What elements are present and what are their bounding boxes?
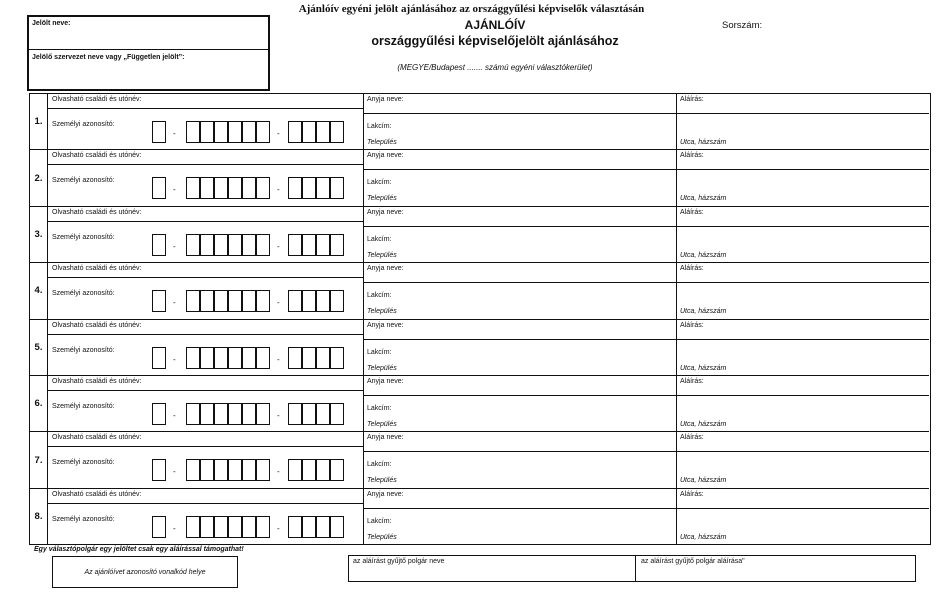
collector-name-label: az aláírást gyűjtő polgár neve: [353, 558, 445, 565]
row-number: 7.: [30, 432, 48, 487]
full-name-label: Olvasható családi és utónév:: [52, 434, 142, 442]
personal-id-digit-box[interactable]: [288, 121, 302, 143]
mother-name-label: Anyja neve:: [367, 434, 404, 442]
id-separator: -: [173, 411, 176, 420]
mother-name-label: Anyja neve:: [367, 265, 404, 273]
personal-id-digit-box[interactable]: [214, 347, 228, 369]
id-separator: -: [277, 298, 280, 308]
signature-label: Aláírás:: [680, 208, 704, 216]
name-underline: [48, 334, 363, 335]
row-number: 5.: [30, 320, 48, 375]
personal-id-digit-box[interactable]: [152, 516, 166, 538]
personal-id-digit-box[interactable]: [186, 403, 200, 425]
settlement-label: Település: [367, 251, 397, 259]
address-field[interactable]: [400, 402, 920, 420]
mother-name-field[interactable]: [410, 489, 670, 507]
row-number: 1.: [30, 94, 48, 149]
personal-id-digit-box[interactable]: [242, 290, 256, 312]
personal-id-label: Személyi azonosító:: [52, 346, 115, 354]
mother-name-field[interactable]: [410, 320, 670, 338]
nominating-org-field[interactable]: [29, 50, 268, 89]
id-separator: -: [173, 523, 176, 533]
settlement-label: Település: [367, 195, 397, 203]
personal-id-digit-box[interactable]: [200, 459, 214, 481]
personal-id-digit-box[interactable]: [316, 177, 330, 199]
personal-id-digit-box[interactable]: [242, 403, 256, 425]
settlement-label: Település: [367, 308, 397, 316]
signature-field[interactable]: [720, 320, 920, 338]
id-separator: -: [277, 411, 280, 420]
name-underline: [48, 277, 363, 278]
full-name-label: Olvasható családi és utónév:: [52, 152, 142, 160]
personal-id-digit-box[interactable]: [316, 516, 330, 538]
personal-id-digit-box[interactable]: [186, 459, 200, 481]
table-row: [30, 94, 929, 150]
row-number: 8.: [30, 489, 48, 545]
personal-id-digit-box[interactable]: [152, 234, 166, 256]
full-name-field[interactable]: [150, 376, 360, 390]
personal-id-digit-box[interactable]: [330, 459, 344, 481]
personal-id-digit-box[interactable]: [288, 290, 302, 312]
personal-id-digit-box[interactable]: [200, 403, 214, 425]
street-label: Utca, házszám: [680, 251, 727, 259]
personal-id-digit-box[interactable]: [256, 290, 270, 312]
candidate-name-label: Jelölt neve:: [32, 20, 71, 27]
name-underline: [48, 221, 363, 222]
signature-field[interactable]: [720, 432, 920, 450]
mother-name-label: Anyja neve:: [367, 208, 404, 216]
mother-name-underline: [363, 169, 929, 170]
address-field[interactable]: [400, 515, 920, 533]
personal-id-digit-box[interactable]: [288, 347, 302, 369]
candidate-name-field[interactable]: [29, 17, 268, 50]
full-name-label: Olvasható családi és utónév:: [52, 96, 142, 103]
mother-name-underline: [363, 282, 929, 283]
barcode-placeholder: Az ajánlóívet azonosító vonalkód helye: [52, 556, 238, 588]
personal-id-digit-box[interactable]: [186, 347, 200, 369]
collector-box: [348, 555, 916, 582]
column-divider: [363, 263, 364, 318]
row-number: 3.: [30, 207, 48, 262]
full-name-field[interactable]: [150, 207, 360, 221]
signature-label: Aláírás:: [680, 152, 704, 160]
signature-field[interactable]: [720, 207, 920, 225]
personal-id-digit-box[interactable]: [256, 403, 270, 425]
signature-field[interactable]: [720, 150, 920, 168]
personal-id-digit-box[interactable]: [330, 177, 344, 199]
name-underline: [48, 503, 363, 504]
personal-id-label: Személyi azonosító:: [52, 403, 115, 410]
name-underline: [48, 108, 363, 109]
personal-id-digit-box[interactable]: [316, 459, 330, 481]
id-separator: -: [277, 129, 280, 138]
personal-id-digit-box[interactable]: [242, 234, 256, 256]
street-label: Utca, házszám: [680, 533, 727, 541]
personal-id-digit-box[interactable]: [256, 459, 270, 481]
mother-name-underline: [363, 451, 929, 452]
id-separator: -: [173, 185, 176, 195]
settlement-label: Település: [367, 364, 397, 372]
personal-id-digit-box[interactable]: [152, 177, 166, 199]
personal-id-digit-box[interactable]: [214, 234, 228, 256]
mother-name-field[interactable]: [410, 376, 670, 394]
name-underline: [48, 446, 363, 447]
id-separator: -: [277, 354, 280, 364]
full-name-field[interactable]: [150, 150, 360, 164]
signature-field[interactable]: [720, 263, 920, 281]
personal-id-label: Személyi azonosító:: [52, 290, 115, 298]
address-field[interactable]: [400, 233, 920, 251]
mother-name-label: Anyja neve:: [367, 321, 404, 329]
personal-id-digit-box[interactable]: [330, 516, 344, 538]
personal-id-digit-box[interactable]: [214, 516, 228, 538]
personal-id-digit-box[interactable]: [242, 516, 256, 538]
personal-id-digit-box[interactable]: [256, 347, 270, 369]
mother-name-field[interactable]: [410, 432, 670, 450]
signature-label: Aláírás:: [680, 265, 704, 273]
table-row: [30, 432, 929, 488]
settlement-label: Település: [367, 533, 397, 541]
personal-id-digit-box[interactable]: [200, 516, 214, 538]
full-name-label: Olvasható családi és utónév:: [52, 265, 142, 273]
personal-id-digit-box[interactable]: [242, 459, 256, 481]
street-label: Utca, házszám: [680, 421, 727, 428]
district-line: (MEGYE/Budapest ....... számú egyéni választókerület): [397, 63, 593, 72]
personal-id-digit-box[interactable]: [256, 234, 270, 256]
mother-name-underline: [363, 339, 929, 340]
personal-id-digit-box[interactable]: [302, 234, 316, 256]
full-name-label: Olvasható családi és utónév:: [52, 321, 142, 329]
address-field[interactable]: [400, 346, 920, 364]
signature-label: Aláírás:: [680, 490, 704, 498]
table-row: [30, 489, 929, 545]
table-row: [30, 207, 929, 263]
mother-name-label: Anyja neve:: [367, 378, 404, 385]
personal-id-digit-box[interactable]: [228, 290, 242, 312]
address-label: Lakcím:: [367, 517, 392, 525]
address-label: Lakcím:: [367, 461, 392, 469]
id-separator: -: [277, 185, 280, 195]
personal-id-digit-box[interactable]: [200, 347, 214, 369]
id-separator: -: [173, 467, 176, 477]
collector-signature-label: az aláírást gyűjtő polgár aláírása": [641, 558, 745, 565]
personal-id-digit-box[interactable]: [316, 121, 330, 143]
address-label: Lakcím:: [367, 348, 392, 356]
nominating-org-label: Jelölő szervezet neve vagy „Független jelölt”:: [32, 54, 185, 61]
recommender-table: [29, 93, 931, 545]
personal-id-digit-box[interactable]: [330, 234, 344, 256]
personal-id-digit-box[interactable]: [186, 290, 200, 312]
personal-id-digit-box[interactable]: [256, 177, 270, 199]
personal-id-digit-box[interactable]: [242, 177, 256, 199]
mother-name-underline: [363, 508, 929, 509]
address-field[interactable]: [400, 289, 920, 307]
personal-id-digit-box[interactable]: [152, 403, 166, 425]
personal-id-digit-box[interactable]: [228, 177, 242, 199]
settlement-label: Település: [367, 421, 397, 428]
personal-id-label: Személyi azonosító:: [52, 177, 115, 185]
personal-id-digit-box[interactable]: [214, 121, 228, 143]
personal-id-digit-box[interactable]: [330, 121, 344, 143]
personal-id-digit-box[interactable]: [200, 121, 214, 143]
personal-id-digit-box[interactable]: [186, 234, 200, 256]
personal-id-digit-box[interactable]: [316, 234, 330, 256]
personal-id-digit-box[interactable]: [228, 403, 242, 425]
personal-id-digit-box[interactable]: [186, 121, 200, 143]
signature-label: Aláírás:: [680, 378, 704, 385]
personal-id-digit-box[interactable]: [200, 290, 214, 312]
collector-name-field[interactable]: [349, 556, 636, 581]
personal-id-digit-box[interactable]: [316, 347, 330, 369]
mother-name-underline: [363, 395, 929, 396]
personal-id-digit-box[interactable]: [302, 177, 316, 199]
row-number: 4.: [30, 263, 48, 318]
street-label: Utca, házszám: [680, 364, 727, 372]
personal-id-digit-box[interactable]: [288, 234, 302, 256]
personal-id-digit-box[interactable]: [302, 459, 316, 481]
settlement-label: Település: [367, 477, 397, 485]
personal-id-digit-box[interactable]: [288, 177, 302, 199]
personal-id-digit-box[interactable]: [242, 347, 256, 369]
personal-id-digit-box[interactable]: [288, 403, 302, 425]
candidate-box: [27, 15, 270, 91]
table-row: [30, 376, 929, 432]
full-name-field[interactable]: [150, 432, 360, 446]
signature-field[interactable]: [720, 376, 920, 394]
name-underline: [48, 164, 363, 165]
personal-id-digit-box[interactable]: [288, 516, 302, 538]
mother-name-field[interactable]: [410, 94, 670, 112]
column-divider: [363, 207, 364, 262]
personal-id-digit-box[interactable]: [228, 121, 242, 143]
row-number: 6.: [30, 376, 48, 431]
table-row: [30, 150, 929, 206]
address-label: Lakcím:: [367, 292, 392, 300]
mother-name-label: Anyja neve:: [367, 96, 404, 103]
column-divider: [363, 94, 364, 149]
signature-label: Aláírás:: [680, 434, 704, 442]
street-label: Utca, házszám: [680, 139, 727, 146]
mother-name-field[interactable]: [410, 263, 670, 281]
address-field[interactable]: [400, 458, 920, 476]
personal-id-label: Személyi azonosító:: [52, 233, 115, 241]
personal-id-digit-box[interactable]: [302, 516, 316, 538]
mother-name-label: Anyja neve:: [367, 152, 404, 160]
personal-id-digit-box[interactable]: [214, 177, 228, 199]
form-top-title: Ajánlóív egyéni jelölt ajánlásához az országgyűlési képviselők választásán: [298, 3, 645, 15]
column-divider: [363, 376, 364, 431]
address-label: Lakcím:: [367, 123, 392, 130]
mother-name-label: Anyja neve:: [367, 490, 404, 498]
id-separator: -: [173, 241, 176, 251]
address-label: Lakcím:: [367, 235, 392, 243]
personal-id-digit-box[interactable]: [228, 459, 242, 481]
personal-id-label: Személyi azonosító:: [52, 121, 115, 128]
full-name-label: Olvasható családi és utónév:: [52, 208, 142, 216]
personal-id-digit-box[interactable]: [228, 234, 242, 256]
personal-id-digit-box[interactable]: [186, 516, 200, 538]
mother-name-underline: [363, 226, 929, 227]
settlement-label: Település: [367, 139, 397, 146]
address-field[interactable]: [400, 176, 920, 194]
signature-label: Aláírás:: [680, 96, 704, 103]
personal-id-digit-box[interactable]: [316, 403, 330, 425]
personal-id-label: Személyi azonosító:: [52, 459, 115, 467]
row-number: 2.: [30, 150, 48, 205]
id-separator: -: [277, 523, 280, 533]
form-subtitle: országgyűlési képviselőjelölt ajánlásához: [371, 34, 619, 48]
personal-id-digit-box[interactable]: [288, 459, 302, 481]
personal-id-digit-box[interactable]: [302, 403, 316, 425]
address-label: Lakcím:: [367, 405, 392, 412]
signature-field[interactable]: [720, 489, 920, 507]
table-row: [30, 320, 929, 376]
personal-id-digit-box[interactable]: [302, 347, 316, 369]
personal-id-label: Személyi azonosító:: [52, 515, 115, 523]
table-row: [30, 263, 929, 319]
single-signature-note: Egy választópolgár egy jelöltet csak egy aláírással támogathat!: [34, 546, 244, 553]
street-label: Utca, házszám: [680, 308, 727, 316]
column-divider: [363, 432, 364, 487]
serial-number-label: Sorszám:: [722, 20, 763, 31]
id-separator: -: [173, 298, 176, 308]
full-name-label: Olvasható családi és utónév:: [52, 378, 142, 385]
personal-id-digit-box[interactable]: [152, 459, 166, 481]
street-label: Utca, házszám: [680, 195, 727, 203]
full-name-field[interactable]: [150, 320, 360, 334]
id-separator: -: [277, 467, 280, 477]
full-name-field[interactable]: [150, 94, 360, 108]
personal-id-digit-box[interactable]: [330, 347, 344, 369]
full-name-field[interactable]: [150, 263, 360, 277]
signature-label: Aláírás:: [680, 321, 704, 329]
mother-name-field[interactable]: [410, 207, 670, 225]
personal-id-digit-box[interactable]: [228, 347, 242, 369]
address-field[interactable]: [400, 120, 920, 138]
personal-id-digit-box[interactable]: [200, 177, 214, 199]
column-divider: [363, 320, 364, 375]
mother-name-field[interactable]: [410, 150, 670, 168]
form-main-title: AJÁNLÓÍV: [464, 18, 526, 32]
personal-id-digit-box[interactable]: [330, 290, 344, 312]
signature-field[interactable]: [720, 94, 920, 112]
personal-id-digit-box[interactable]: [242, 121, 256, 143]
street-label: Utca, házszám: [680, 477, 727, 485]
column-divider: [363, 150, 364, 205]
full-name-field[interactable]: [150, 489, 360, 503]
id-separator: -: [277, 241, 280, 251]
personal-id-digit-box[interactable]: [214, 403, 228, 425]
personal-id-digit-box[interactable]: [228, 516, 242, 538]
full-name-label: Olvasható családi és utónév:: [52, 490, 142, 498]
id-separator: -: [173, 354, 176, 364]
mother-name-underline: [363, 113, 929, 114]
personal-id-digit-box[interactable]: [256, 121, 270, 143]
personal-id-digit-box[interactable]: [186, 177, 200, 199]
collector-signature-field[interactable]: [637, 556, 915, 581]
personal-id-digit-box[interactable]: [152, 290, 166, 312]
personal-id-digit-box[interactable]: [214, 459, 228, 481]
personal-id-digit-box[interactable]: [152, 121, 166, 143]
personal-id-digit-box[interactable]: [330, 403, 344, 425]
personal-id-digit-box[interactable]: [214, 290, 228, 312]
personal-id-digit-box[interactable]: [302, 290, 316, 312]
address-label: Lakcím:: [367, 179, 392, 187]
personal-id-digit-box[interactable]: [316, 290, 330, 312]
id-separator: -: [173, 129, 176, 138]
personal-id-digit-box[interactable]: [302, 121, 316, 143]
column-divider: [363, 489, 364, 545]
personal-id-digit-box[interactable]: [200, 234, 214, 256]
name-underline: [48, 390, 363, 391]
personal-id-digit-box[interactable]: [256, 516, 270, 538]
personal-id-digit-box[interactable]: [152, 347, 166, 369]
